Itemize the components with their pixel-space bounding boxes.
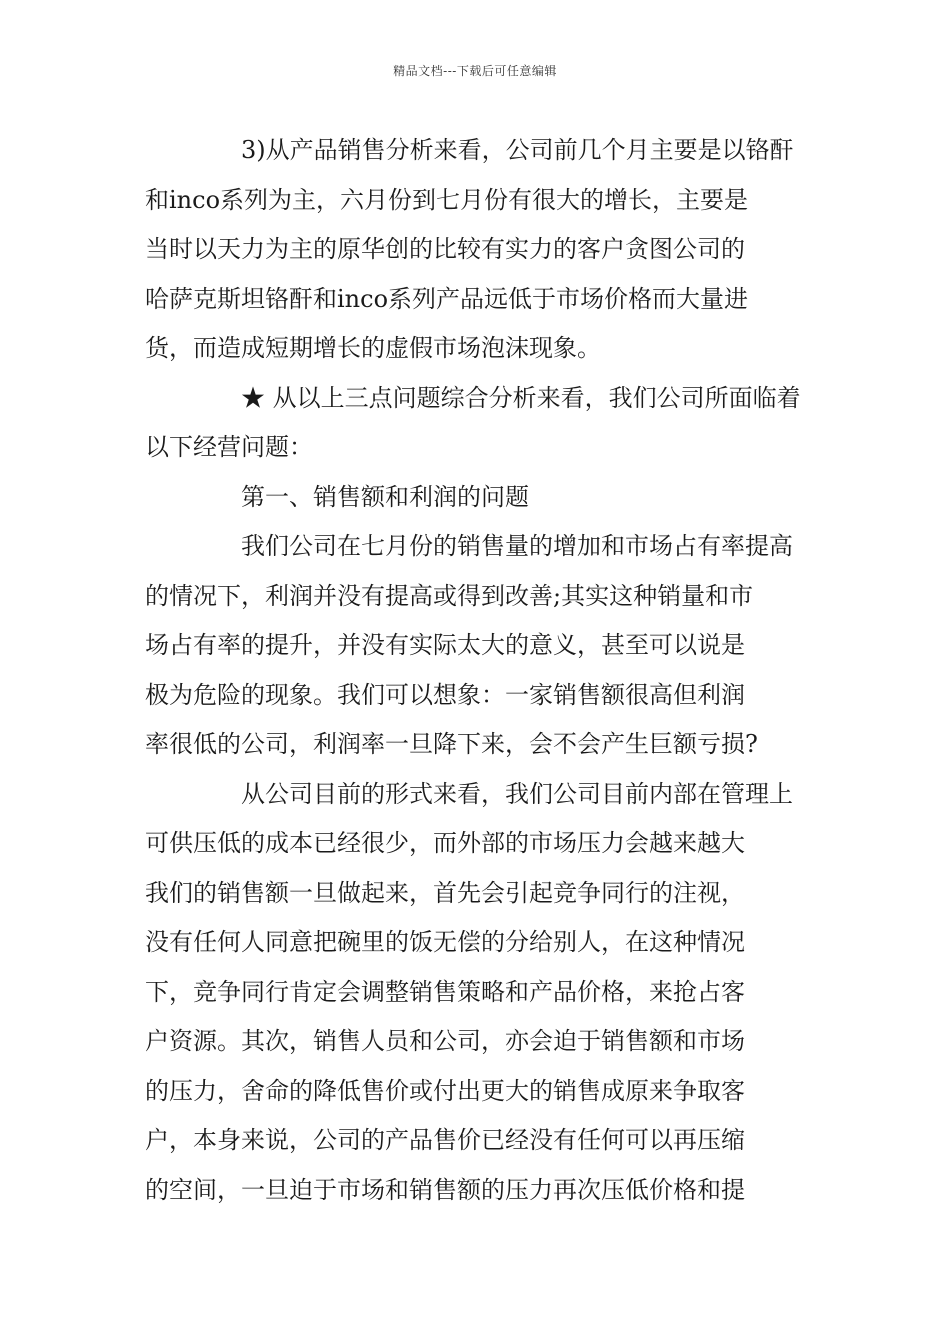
text-line: 场占有率的提升，并没有实际太大的意义，甚至可以说是 bbox=[145, 631, 745, 659]
paragraph-summary-star bbox=[145, 374, 805, 473]
text-line: 的空间，一旦迫于市场和销售额的压力再次压低价格和提 bbox=[145, 1175, 745, 1204]
page-header: 精品文档---下载后可任意编辑 bbox=[393, 64, 557, 78]
text-line: 货，而造成短期增长的虚假市场泡沫现象。 bbox=[145, 334, 601, 362]
text-line: 率很低的公司，利润率一旦降下来，会不会产生巨额亏损? bbox=[145, 730, 758, 758]
text-line: 以下经营问题： bbox=[145, 433, 313, 461]
paragraph-current-situation bbox=[145, 770, 805, 1216]
text-line: 从公司目前的形式来看，我们公司目前内部在管理上 bbox=[241, 779, 793, 808]
text-line: 第一、销售额和利润的问题 bbox=[241, 482, 529, 511]
paragraph-product-sales-analysis bbox=[145, 126, 805, 374]
paragraph-sales-profit bbox=[145, 522, 805, 770]
document-body bbox=[145, 126, 805, 1215]
text-line: 我们公司在七月份的销售量的增加和市场占有率提高 bbox=[241, 532, 793, 560]
text-line: ★ 从以上三点问题综合分析来看，我们公司所面临着 bbox=[241, 383, 801, 412]
text-line: 极为危险的现象。我们可以想象：一家销售额很高但利润 bbox=[145, 680, 745, 709]
text-line: 的压力，舍命的降低售价或付出更大的销售成原来争取客 bbox=[145, 1076, 745, 1105]
text-line: 下，竞争同行肯定会调整销售策略和产品价格，来抢占客 bbox=[145, 977, 745, 1006]
text-line: 哈萨克斯坦铬酐和inco系列产品远低于市场价格而大量进 bbox=[145, 284, 749, 313]
text-line: 当时以天力为主的原华创的比较有实力的客户贪图公司的 bbox=[145, 235, 745, 263]
text-line: 没有任何人同意把碗里的饭无偿的分给别人，在这种情况 bbox=[145, 928, 745, 956]
section-heading-first bbox=[145, 473, 805, 523]
text-line: 我们的销售额一旦做起来，首先会引起竞争同行的注视， bbox=[145, 878, 745, 907]
text-line: 的情况下，利润并没有提高或得到改善;其实这种销量和市 bbox=[145, 581, 754, 610]
text-line: 3)从产品销售分析来看，公司前几个月主要是以铬酐 bbox=[241, 136, 794, 164]
text-line: 可供压低的成本已经很少，而外部的市场压力会越来越大 bbox=[145, 829, 745, 857]
text-line: 户，本身来说，公司的产品售价已经没有任何可以再压缩 bbox=[145, 1126, 745, 1154]
text-line: 户资源。其次，销售人员和公司，亦会迫于销售额和市场 bbox=[145, 1027, 745, 1055]
text-line: 和inco系列为主，六月份到七月份有很大的增长，主要是 bbox=[145, 185, 749, 214]
